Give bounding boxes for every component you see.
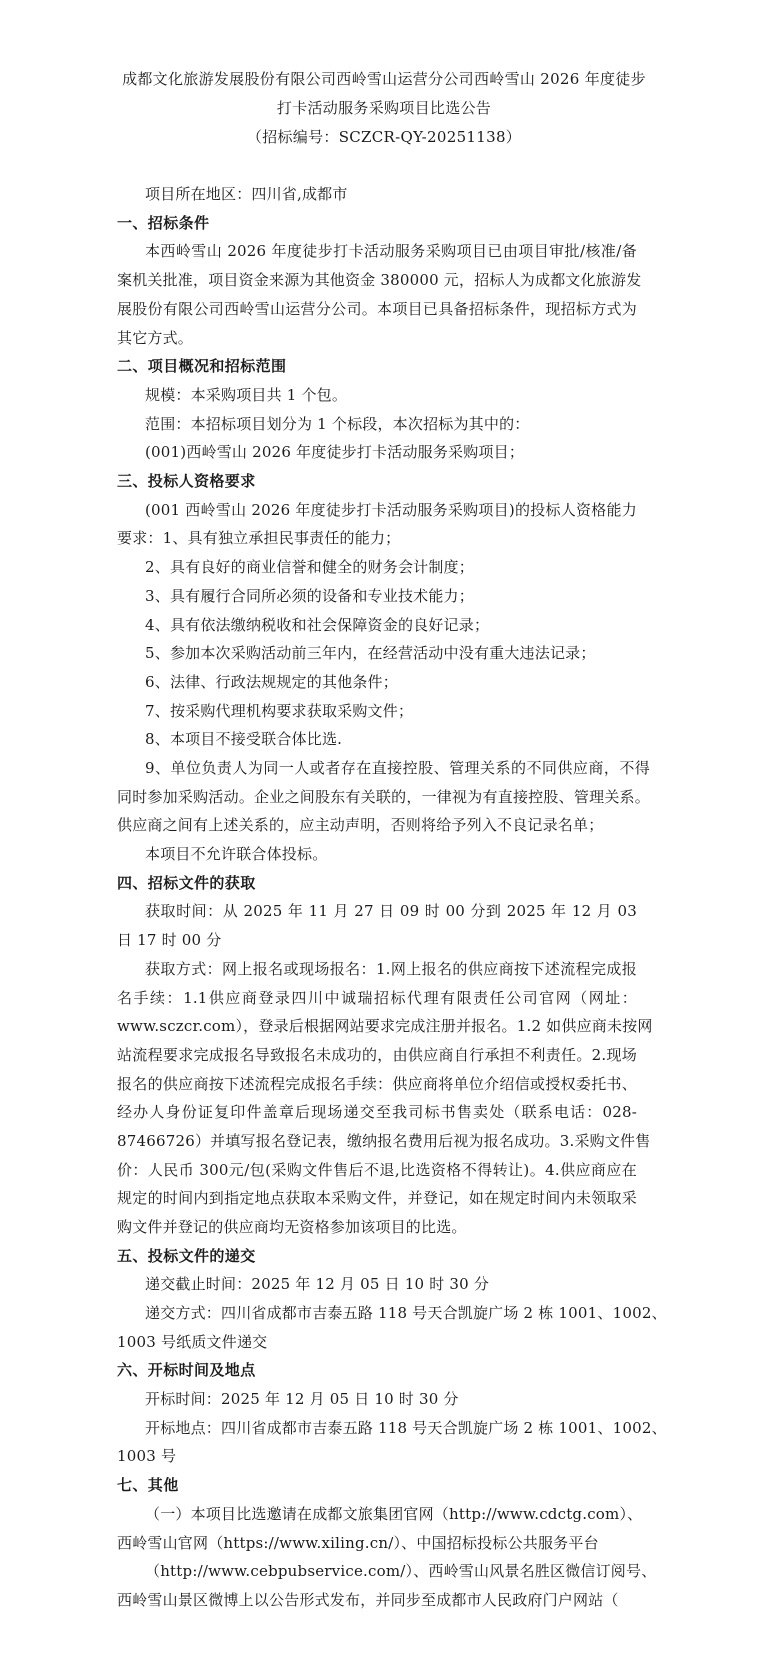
s4-line-5: www.sczcr.com），登录后根据网站要求完成注册并报名。1.2 如供应商未按网 [117, 1017, 653, 1035]
s3-line-7: 6、法律、行政法规规定的其他条件； [145, 673, 398, 691]
s3-line-1: (001 西岭雪山 2026 年度徒步打卡活动服务采购项目)的投标人资格能力 [145, 501, 637, 519]
section-2-heading: 二、项目概况和招标范围 [117, 357, 287, 375]
s3-line-2: 要求：1、具有独立承担民事责任的能力； [117, 529, 401, 547]
s5-line-2: 递交方式：四川省成都市吉泰五路 118 号天合凯旋广场 2 栋 1001、1002、 [145, 1304, 667, 1322]
s4-line-1: 获取时间：从 2025 年 11 月 27 日 09 时 00 分到 2025 年 12 月 03 [145, 902, 637, 920]
s7-line-2: 西岭雪山官网（https://www.xiling.cn/）、中国招标投标公共服务平台 [117, 1534, 599, 1552]
s4-line-4: 名手续：1.1供应商登录四川中诚瑞招标代理有限责任公司官网（网址： [117, 989, 637, 1007]
s7-line-3: （http://www.cebpubservice.com/）、西岭雪山风景名胜区微信订阅号、 [145, 1562, 657, 1580]
s1-line-1: 本西岭雪山 2026 年度徒步打卡活动服务采购项目已由项目审批/核准/备 [145, 242, 637, 260]
page-bottom-crop [0, 1656, 768, 1670]
s7-line-4: 西岭雪山景区微博上以公告形式发布，并同步至成都市人民政府门户网站（ [117, 1591, 619, 1609]
s3-line-9: 8、本项目不接受联合体比选. [145, 730, 343, 748]
s4-line-9: 87466726）并填写报名登记表，缴纳报名费用后视为报名成功。3.采购文件售 [117, 1132, 651, 1150]
title-line-1: 成都文化旅游发展股份有限公司西岭雪山运营分公司西岭雪山 2026 年度徒步 [122, 70, 646, 88]
section-1-heading: 一、招标条件 [117, 214, 210, 232]
section-3-heading: 三、投标人资格要求 [117, 472, 256, 490]
s2-line-1: 规模：本采购项目共 1 个包。 [145, 386, 348, 404]
s4-line-11: 规定的时间内到指定地点获取本采购文件，并登记，如在规定时间内未领取采 [117, 1189, 637, 1207]
s4-line-6: 站流程要求完成报名导致报名未成功的，由供应商自行承担不利责任。2.现场 [117, 1046, 637, 1064]
s3-line-11: 同时参加采购活动。企业之间股东有关联的，一律视为有直接控股、管理关系。 [117, 788, 650, 806]
s5-line-3: 1003 号纸质文件递交 [117, 1333, 268, 1351]
s3-line-4: 3、具有履行合同所必须的设备和专业技术能力； [145, 587, 474, 605]
section-6-heading: 六、开标时间及地点 [117, 1361, 256, 1379]
s6-line-3: 1003 号 [117, 1447, 177, 1465]
tender-number: （招标编号：SCZCR-QY-20251138） [246, 128, 522, 146]
s4-line-10: 价：人民币 300元/包(采购文件售后不退,比选资格不得转让)。4.供应商应在 [117, 1161, 637, 1179]
section-7-heading: 七、其他 [117, 1476, 179, 1494]
s3-line-13: 本项目不允许联合体投标。 [145, 845, 328, 863]
s3-line-12: 供应商之间有上述关系的，应主动声明，否则将给予列入不良记录名单； [117, 816, 604, 834]
s3-line-8: 7、按采购代理机构要求获取采购文件； [145, 702, 414, 720]
section-4-heading: 四、招标文件的获取 [117, 874, 256, 892]
s4-line-12: 购文件并登记的供应商均无资格参加该项目的比选。 [117, 1218, 467, 1236]
s1-line-3: 展股份有限公司西岭雪山运营分公司。本项目已具备招标条件，现招标方式为 [117, 300, 637, 318]
s6-line-1: 开标时间：2025 年 12 月 05 日 10 时 30 分 [145, 1390, 459, 1408]
section-5-heading: 五、投标文件的递交 [117, 1247, 256, 1265]
s4-line-7: 报名的供应商按下述流程完成报名手续：供应商将单位介绍信或授权委托书、 [117, 1075, 637, 1093]
s4-line-3: 获取方式：网上报名或现场报名：1.网上报名的供应商按下述流程完成报 [145, 960, 637, 978]
s3-line-10: 9、单位负责人为同一人或者存在直接控股、管理关系的不同供应商，不得 [145, 759, 650, 777]
s1-line-4: 其它方式。 [117, 329, 194, 347]
s3-line-3: 2、具有良好的商业信誉和健全的财务会计制度； [145, 558, 474, 576]
s2-line-2: 范围：本招标项目划分为 1 个标段，本次招标为其中的： [145, 415, 530, 433]
s4-line-2: 日 17 时 00 分 [117, 931, 222, 949]
s4-line-8: 经办人身份证复印件盖章后现场递交至我司标书售卖处（联系电话：028- [117, 1103, 637, 1121]
s6-line-2: 开标地点：四川省成都市吉泰五路 118 号天合凯旋广场 2 栋 1001、1002、 [145, 1419, 667, 1437]
s3-line-5: 4、具有依法缴纳税收和社会保障资金的良好记录； [145, 616, 490, 634]
s7-line-1: （一）本项目比选邀请在成都文旅集团官网（http://www.cdctg.com）、 [145, 1505, 643, 1523]
s3-line-6: 5、参加本次采购活动前三年内，在经营活动中没有重大违法记录； [145, 644, 596, 662]
project-region: 项目所在地区：四川省,成都市 [145, 185, 348, 203]
s2-line-3: (001)西岭雪山 2026 年度徒步打卡活动服务采购项目； [145, 443, 525, 461]
s1-line-2: 案机关批准，项目资金来源为其他资金 380000 元，招标人为成都文化旅游发 [117, 271, 642, 289]
title-line-2: 打卡活动服务采购项目比选公告 [276, 99, 492, 117]
s5-line-1: 递交截止时间：2025 年 12 月 05 日 10 时 30 分 [145, 1275, 490, 1293]
